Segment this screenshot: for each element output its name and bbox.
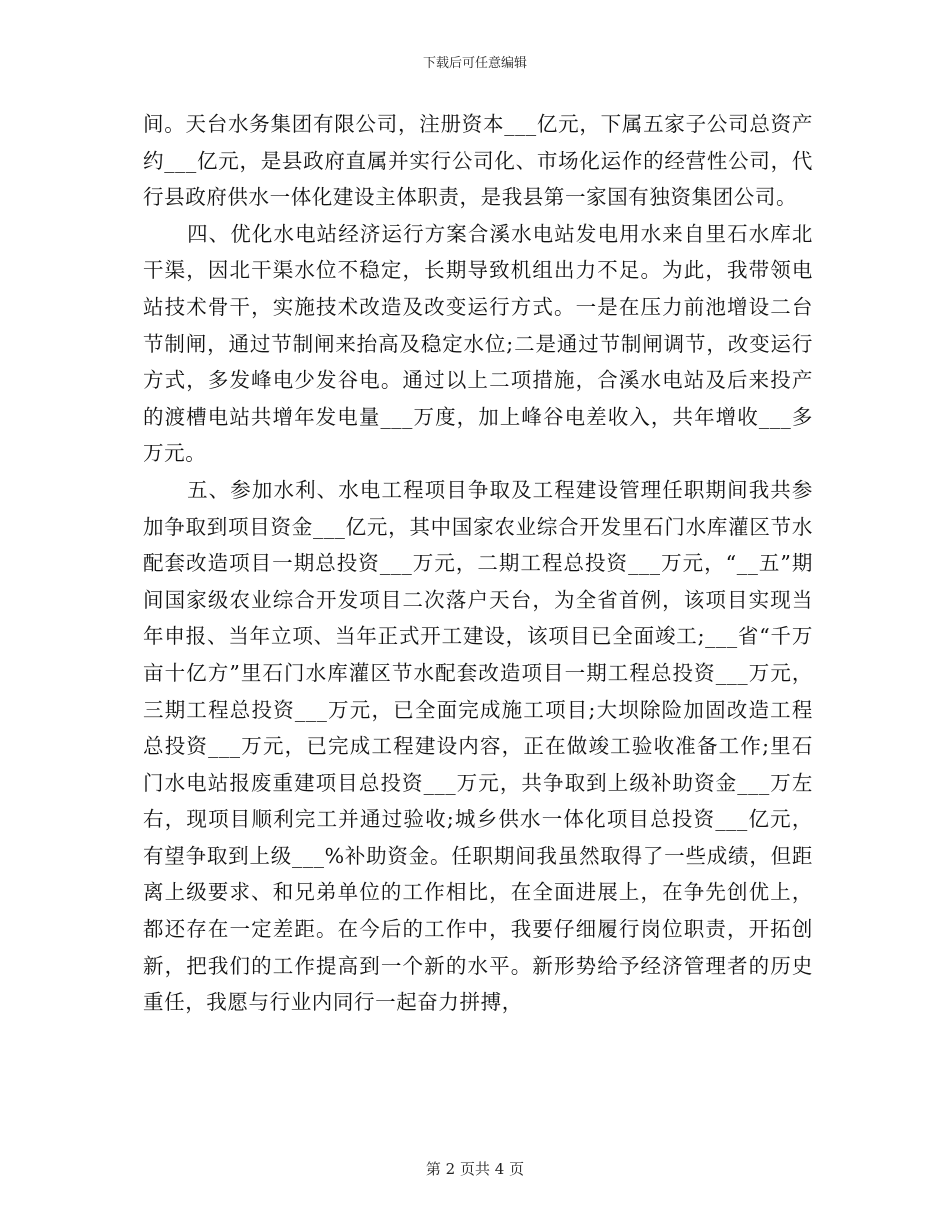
- page-number: 第 2 页共 4 页: [425, 1160, 525, 1178]
- paragraph-section-four: 四、优化水电站经济运行方案合溪水电站发电用水来自里石水库北干渠，因北干渠水位不稳定，长期导致机组出力不足。为此，我带领电站技术骨干，实施技术改造及改变运行方式。一是在压力前池增设二台节制闸，通过节制闸来抬高及稳定水位;二是通过节制闸调节，改变运行方式，多发峰电少发谷电。通过以上二项措施，合溪水电站及后来投产的渡槽电站共增年发电量___万度，加上峰谷电差收入，共年增收___多万元。: [143, 221, 813, 466]
- paragraph-continuation: 间。天台水务集团有限公司，注册资本___亿元，下属五家子公司总资产约___亿元，是县政府直属并实行公司化、市场化运作的经营性公司，代行县政府供水一体化建设主体职责，是我县第一家国有独资集团公司。: [143, 112, 813, 210]
- document-body: [143, 106, 813, 1021]
- paragraph-section-five: 五、参加水利、水电工程项目争取及工程建设管理任职期间我共参加争取到项目资金___亿元，其中国家农业综合开发里石门水库灌区节水配套改造项目一期总投资___万元，二期工程总投资___万元，“__五”期间国家级农业综合开发项目二次落户天台，为全省首例，该项目实现当年申报、当年立项、当年正式开工建设，该项目已全面竣工;___省“千万亩十亿方”里石门水库灌区节水配套改造项目一期工程总投资___万元，三期工程总投资___万元，已全面完成施工项目;大坝除险加固改造工程总投资___万元，已完成工程建设内容，正在做竣工验收准备工作;里石门水电站报废重建项目总投资___万元，共争取到上级补助资金___万左右，现项目顺利完工并通过验收;城乡供水一体化项目总投资___亿元，有望争取到上级___%补助资金。任职期间我虽然取得了一些成绩，但距离上级要求、和兄弟单位的工作相比，在全面进展上，在争先创优上，都还存在一定差距。在今后的工作中，我要仔细履行岗位职责，开拓创新，把我们的工作提高到一个新的水平。新形势给予经济管理者的历史重任，我愿与行业内同行一起奋力拼搏，: [143, 477, 813, 1015]
- page-header: 下载后可任意编辑: [422, 56, 527, 71]
